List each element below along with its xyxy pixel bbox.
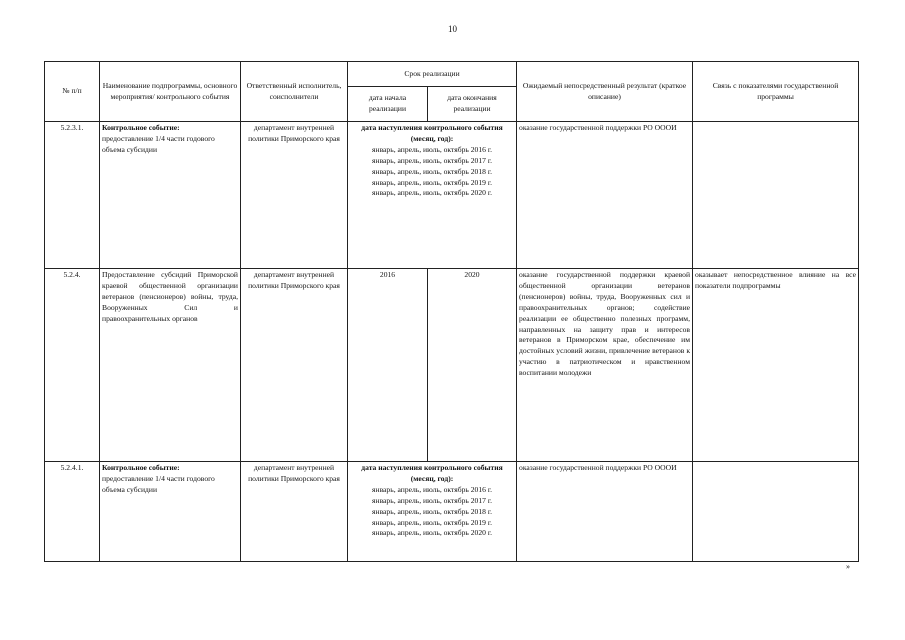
- table-row: [45, 462, 859, 562]
- row-name-cell: [100, 122, 241, 269]
- header-start: дата начала реализации: [348, 87, 428, 122]
- header-result: Ожидаемый непосредственный результат (краткое описание): [517, 62, 693, 122]
- period-line: январь, апрель, июль, октябрь 2017 г.: [372, 155, 492, 165]
- row-name-cell: [100, 462, 241, 562]
- row-end: 2020: [428, 269, 517, 462]
- period-line: январь, апрель, июль, октябрь 2018 г.: [372, 166, 492, 176]
- period-line: январь, апрель, июль, октябрь 2020 г.: [372, 188, 492, 198]
- row-responsible: департамент внутренней политики Приморского края: [241, 269, 348, 462]
- header-num: № п/п: [45, 62, 100, 122]
- table-row: [45, 122, 859, 269]
- program-table: [44, 61, 859, 562]
- header-responsible: Ответственный исполнитель, соисполнители: [241, 62, 348, 122]
- page-number: 10: [448, 24, 457, 34]
- period-heading: дата наступления контрольного события (месяц, год):: [361, 463, 503, 483]
- row-link: [693, 122, 859, 269]
- row-name: предоставление 1/4 части годового объема субсидии: [102, 473, 215, 494]
- row-period-cell: [348, 462, 517, 562]
- row-result: оказание государственной поддержки РО ОООИ: [517, 462, 693, 562]
- row-period-cell: [348, 122, 517, 269]
- control-event-label: Контрольное событие:: [102, 463, 180, 472]
- row-result: оказание государственной поддержки РО ОООИ: [517, 122, 693, 269]
- header-link: Связь с показателями государственной программы: [693, 62, 859, 122]
- continuation-mark: »: [846, 562, 850, 571]
- header-name: Наименование подпрограммы, основного мероприятия/ контрольного события: [100, 62, 241, 122]
- row-responsible: департамент внутренней политики Приморского края: [241, 462, 348, 562]
- row-name: предоставление 1/4 части годового объема субсидии: [102, 133, 215, 154]
- period-line: январь, апрель, июль, октябрь 2020 г.: [372, 528, 492, 538]
- table-row: [45, 269, 859, 462]
- control-event-label: Контрольное событие:: [102, 123, 180, 132]
- period-line: январь, апрель, июль, октябрь 2019 г.: [372, 517, 492, 527]
- row-link: [693, 462, 859, 562]
- row-number: 5.2.4.: [45, 269, 100, 462]
- period-line: январь, апрель, июль, октябрь 2017 г.: [372, 495, 492, 505]
- row-name: Предоставление субсидий Приморской краевой общественной организации ветеранов (пенсионеров) войны, труда, Вооруженных Сил и правоохранительных органов: [100, 269, 241, 462]
- row-start: 2016: [348, 269, 428, 462]
- period-heading: дата наступления контрольного события (месяц, год):: [361, 123, 503, 143]
- header-end: дата окончания реализации: [428, 87, 517, 122]
- row-number: 5.2.4.1.: [45, 462, 100, 562]
- header-period: Срок реализации: [348, 62, 517, 87]
- row-responsible: департамент внутренней политики Приморского края: [241, 122, 348, 269]
- period-line: январь, апрель, июль, октябрь 2019 г.: [372, 177, 492, 187]
- period-line: январь, апрель, июль, октябрь 2018 г.: [372, 506, 492, 516]
- row-number: 5.2.3.1.: [45, 122, 100, 269]
- row-link: оказывает непосредственное влияние на все показатели подпрограммы: [693, 269, 859, 462]
- period-line: январь, апрель, июль, октябрь 2016 г.: [372, 144, 492, 154]
- period-line: январь, апрель, июль, октябрь 2016 г.: [372, 484, 492, 494]
- header-row: [45, 62, 859, 87]
- row-result: оказание государственной поддержки краевой общественной организации ветеранов (пенсионеров) войны, труда, Вооруженных сил и правоохранительных органов; содействие реализации ее общественно полезных программ, направленных на защиту прав и интересов ветеранов в Приморском крае, обеспечение им достойных условий жизни, привлечение ветеранов к участию в патриотическом и нравственном воспитании молодежи: [517, 269, 693, 462]
